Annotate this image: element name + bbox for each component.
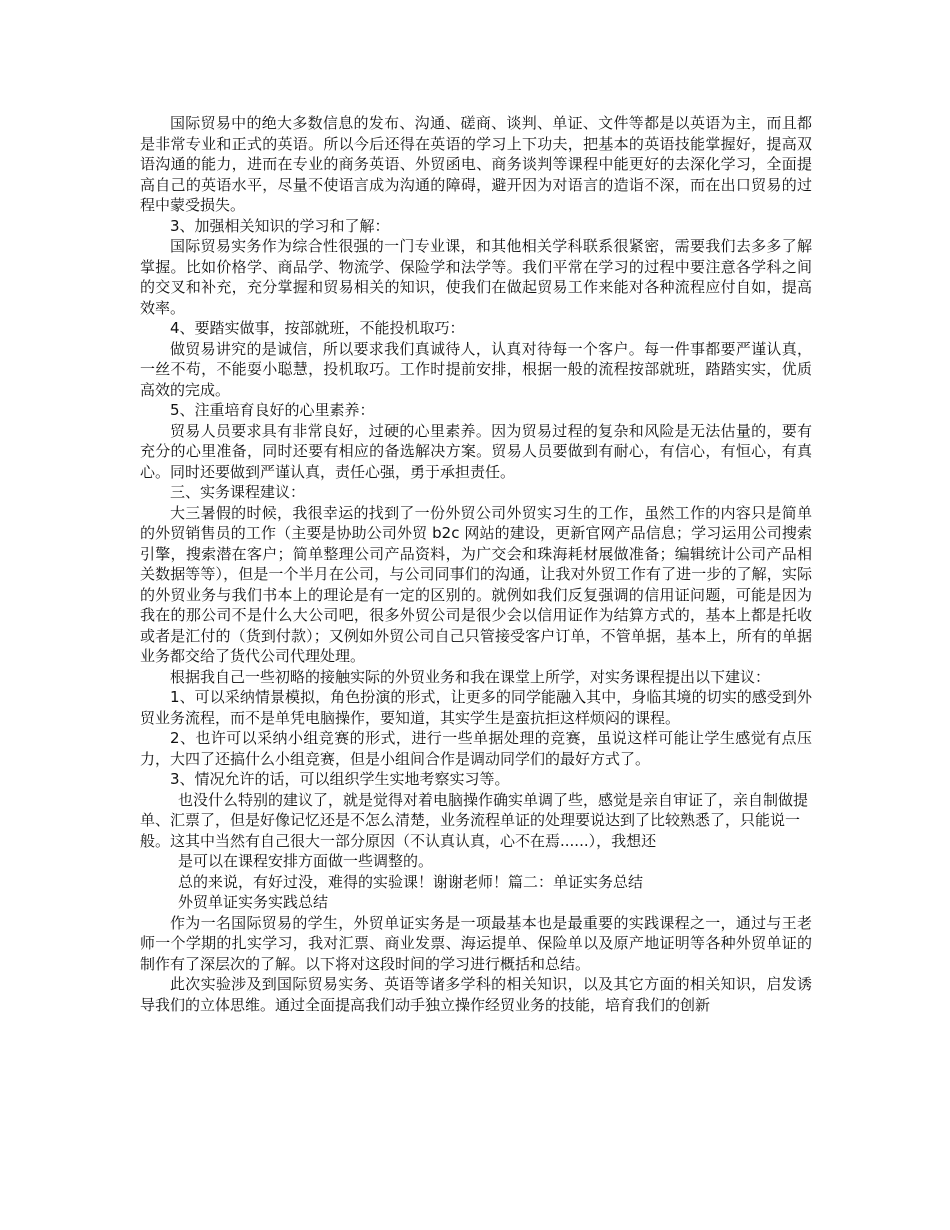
heading-course-suggestions: 三、实务课程建议： [170, 483, 306, 501]
paragraph-english-importance: 国际贸易中的绝大多数信息的发布、沟通、磋商、谈判、单证、文件等都是以英语为主，而且都是非常专业和正式的英语。所以今后还得在英语的学习上下功夫，把基本的英语技能掌握好，提高双语沟通的能力，进而在专业的商务英语、外贸函电、商务谈判等课程中能更好的去深化学习，全面提高自己的英语水平，尽量不使语言成为沟通的障碍，避开因为对语言的造诣不深，而在出口贸易的过程中蒙受损失。 [140, 114, 812, 214]
heading-work-steadily: 4、要踏实做事，按部就班，不能投机取巧： [170, 319, 465, 337]
document-body [140, 113, 812, 1015]
paragraph-conclusion: 总的来说，有好过没，难得的实验课！谢谢老师！篇二：单证实务总结 [178, 872, 644, 891]
paragraph-internship: 大三暑假的时候，我很幸运的找到了一份外贸公司外贸实习生的工作，虽然工作的内容只是简单的外贸销售员的工作（主要是协助公司外贸 b2c 网站的建设，更新官网产品信息；学习运用公司搜索引擎，搜索潜在客户；简单整理公司产品资料，为广交会和珠海耗材展做准备；编辑统计公司产品相关数据等等），但是一个半月在公司，与公司同事们的沟通，让我对外贸工作有了进一步的了解，实际的外贸业务与我们书本上的理论是有一定的区别的。就例如我们反复强调的信用证问题，可能是因为我在的那公司不是什么大公司吧，很多外贸公司是很少会以信用证作为结算方式的，基本上都是托收或者是汇付的（货到付款）；又例如外贸公司自己只管接受客户订单，不管单据，基本上，所有的单据业务都交给了货代公司代理处理。 [140, 503, 812, 665]
section-title-document-practice: 外贸单证实务实践总结 [178, 893, 329, 911]
paragraph-suggestions-intro: 根据我自己一些初略的接触实际的外贸业务和我在课堂上所学，对实务课程提出以下建议： [170, 667, 771, 686]
heading-related-knowledge: 3、加强相关知识的学习和了解： [170, 216, 390, 235]
suggestion-item-2: 2、也许可以采纳小组竞赛的形式，进行一些单据处理的竞赛，虽说这样可能让学生感觉有点压力，大四了还搞什么小组竞赛，但是小组间合作是调动同学们的最好方式了。 [140, 729, 812, 768]
paragraph-work-steadily: 做贸易讲究的是诚信，所以要求我们真诚待人，认真对待每一个客户。每一件事都要严谨认真，一丝不苟，不能耍小聪慧，投机取巧。工作时提前安排，根据一般的流程按部就班，踏踏实实，优质高效的完成。 [140, 339, 812, 399]
heading-mental-quality: 5、注重培育良好的心里素养： [170, 401, 375, 419]
suggestion-item-3: 3、情况允许的话，可以组织学生实地考察实习等。 [170, 770, 510, 788]
suggestion-item-1: 1、可以采纳情景模拟，角色扮演的形式，让更多的同学能融入其中，身临其境的切实的感受到外贸业务流程，而不是单凭电脑操作，要知道，其实学生是蛮抗拒这样烦闷的课程。 [140, 688, 812, 727]
paragraph-no-special-suggestion: 也没什么特别的建议了，就是觉得对着电脑操作确实单调了些，感觉是亲自审证了，亲自制做提单、汇票了，但是好像记忆还是不怎么清楚，业务流程单证的处理要说达到了比较熟悉了，只能说一般。这其中当然有自己很大一部分原因（不认真认真，心不在焉......），我想还 [140, 790, 809, 850]
paragraph-document-practice-intro: 作为一名国际贸易的学生，外贸单证实务是一项最基本也是最重要的实践课程之一，通过与王老师一个学期的扎实学习，我对汇票、商业发票、海运提单、保险单以及原产地证明等各种外贸单证的制作有了深层次的了解。以下将对这段时间的学习进行概括和总结。 [140, 913, 812, 973]
paragraph-mental-quality: 贸易人员要求具有非常良好，过硬的心里素养。因为贸易过程的复杂和风险是无法估量的，要有充分的心里准备，同时还要有相应的备选解决方案。贸易人员要做到有耐心，有信心，有恒心，有真心。同时还要做到严谨认真，责任心强，勇于承担责任。 [140, 421, 812, 481]
paragraph-related-knowledge: 国际贸易实务作为综合性很强的一门专业课，和其他相关学科联系很紧密，需要我们去多多了解掌握。比如价格学、商品学、物流学、保险学和法学等。我们平常在学习的过程中要注意各学科之间的交叉和补充，充分掌握和贸易相关的知识，使我们在做起贸易工作来能对各种流程应付自如，提高效率。 [140, 237, 812, 317]
paragraph-experiment-scope: 此次实验涉及到国际贸易实务、英语等诸多学科的相关知识，以及其它方面的相关知识，启发诱导我们的立体思维。通过全面提高我们动手独立操作经贸业务的技能，培育我们的创新 [140, 975, 812, 1014]
paragraph-course-adjustment: 是可以在课程安排方面做一些调整的。 [178, 852, 434, 870]
